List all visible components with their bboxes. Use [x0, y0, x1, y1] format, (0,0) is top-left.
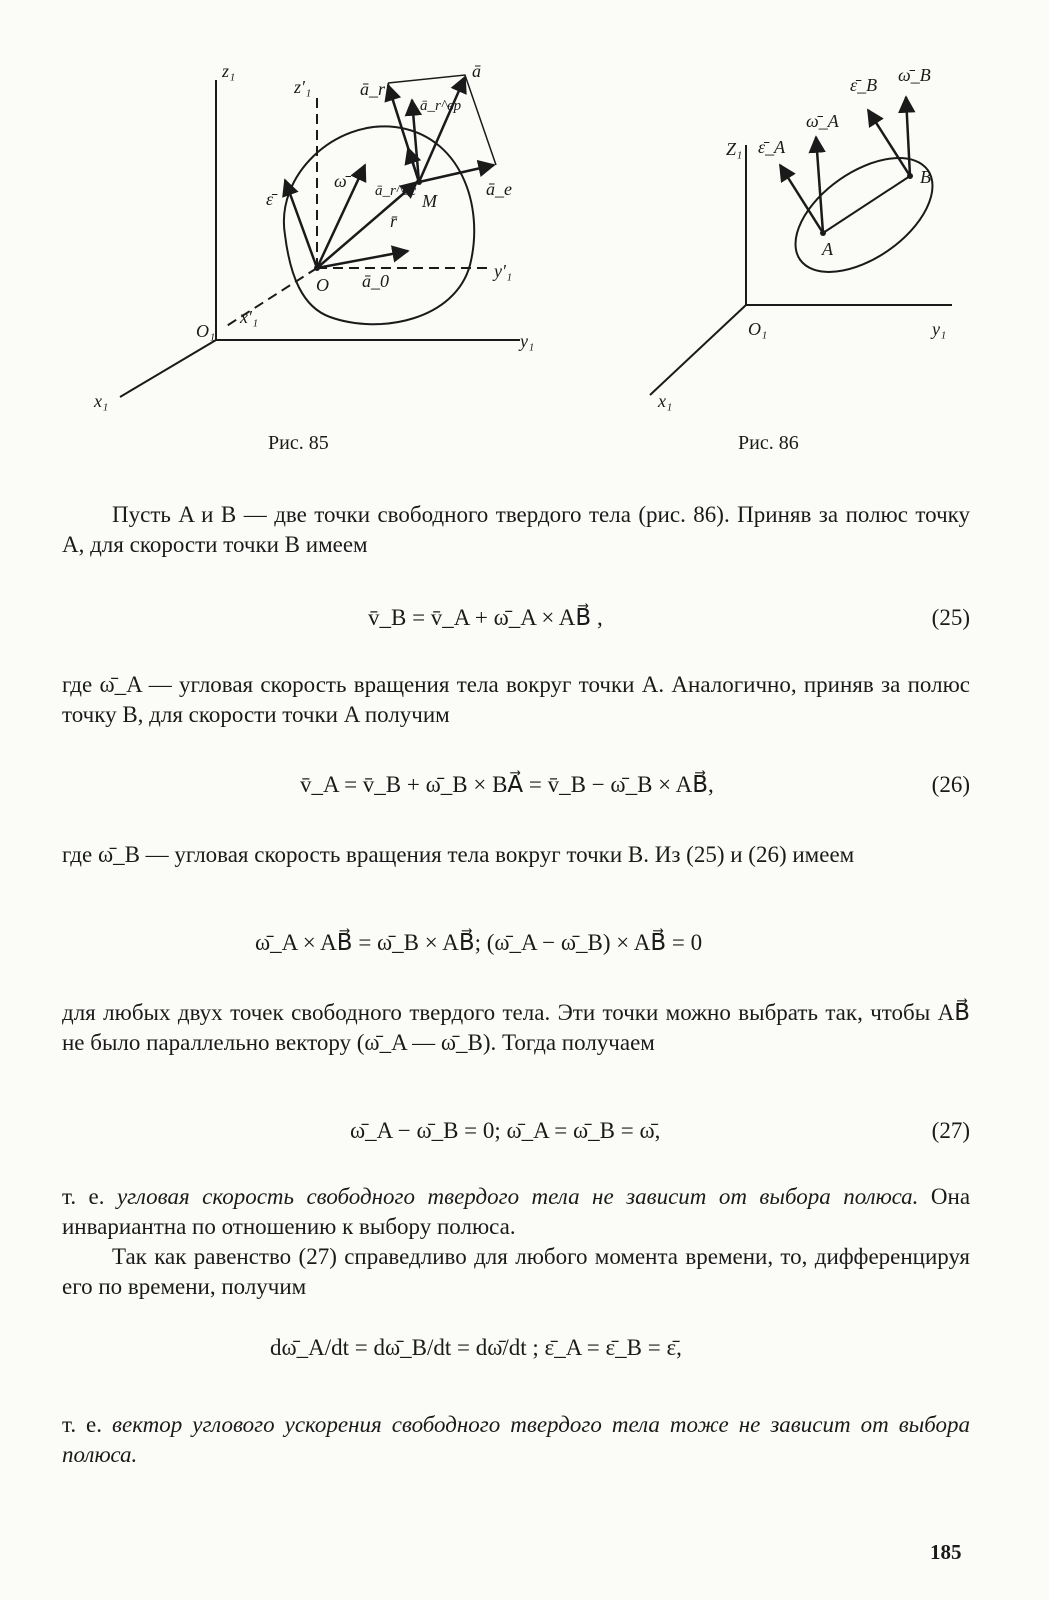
figure-85-caption: Рис. 85	[268, 432, 329, 454]
paragraph-2: где ω̄_A — угловая скорость вращения тела вокруг точки A. Аналогично, приняв за полюс точку B, для скорости точки A получим	[62, 672, 970, 727]
label-epsilon-A: ε̄_A	[758, 137, 786, 157]
label-z1-prime: z′₁	[294, 77, 312, 97]
acceleration-parallelogram	[388, 75, 496, 165]
equation-25: v̄_B = v̄_A + ω̄_A × AB⃗ ,	[368, 605, 603, 630]
paragraph-1: Пусть A и B — две точки свободного твердого тела (рис. 86). Приняв за полюс точку A, для скорости точки B имеем	[62, 502, 970, 557]
label-omega: ω̄	[334, 171, 347, 191]
label-y1: y₁	[520, 331, 535, 351]
point-M	[416, 179, 422, 185]
label-a-e: ā_e	[486, 179, 512, 199]
label-a-r-oc: ā_r^ос	[375, 183, 417, 199]
label-A: A	[822, 239, 833, 259]
paragraph-7-lead: т. е.	[62, 1412, 103, 1437]
label-a: ā	[472, 61, 481, 81]
label-epsilon-B: ε̄_B	[850, 75, 878, 95]
label-z1: z₁	[222, 61, 236, 81]
axis-x1	[120, 340, 216, 397]
label-B: B	[920, 167, 931, 187]
paragraph-7-italic: вектор углового ускорения свободного твердого тела тоже не зависит от выбора полюса.	[62, 1412, 971, 1467]
segment-AB	[823, 176, 910, 233]
body-outline	[775, 135, 952, 295]
vector-omega-B	[906, 97, 910, 176]
equation-27: ω̄_A − ω̄_B = 0; ω̄_A = ω̄_B = ω̄,	[350, 1118, 661, 1143]
label-a-r-vr: ā_r^вр	[420, 98, 462, 114]
paragraph-7	[62, 1410, 970, 1470]
label-y1-prime: y′₁	[494, 261, 513, 281]
body-outline	[284, 126, 474, 324]
page-number: 185	[930, 1540, 962, 1564]
vector-a0	[317, 251, 408, 268]
equation-middle: ω̄_A × AB⃗ = ω̄_B × AB⃗; (ω̄_A − ω̄_B) × AB⃗ = 0	[255, 930, 703, 955]
label-O1: O₁	[748, 319, 768, 339]
axis-x1	[650, 305, 746, 395]
vector-epsilon	[285, 180, 317, 268]
label-x1: x₁	[658, 391, 673, 411]
paragraph-3: где ω̄_B — угловая скорость вращения тела вокруг точки B. Из (25) и (26) имеем	[62, 842, 855, 867]
point-A	[820, 230, 826, 236]
label-omega-B: ω̄_B	[898, 65, 931, 85]
point-O	[314, 265, 320, 271]
vector-omega-A	[816, 137, 823, 233]
figure-86-caption: Рис. 86	[738, 432, 799, 454]
paragraph-5	[62, 1182, 970, 1242]
vector-a	[419, 77, 465, 182]
figure-86	[640, 55, 970, 425]
label-epsilon: ε̄	[266, 189, 274, 209]
label-a-r: ā_r	[360, 79, 386, 99]
equation-26: v̄_A = v̄_B + ω̄_B × BA⃗ = v̄_B − ω̄_B × AB⃗,	[300, 772, 714, 797]
equation-last: dω̄_A/dt = dω̄_B/dt = dω̄/dt ; ε̄_A = ε̄_B = ε̄,	[270, 1335, 682, 1360]
label-z1: Z₁	[726, 139, 743, 159]
equation-26-number: (26)	[931, 772, 970, 797]
label-O1: O₁	[196, 321, 216, 341]
paragraph-5-italic: угловая скорость свободного твердого тела не зависит от выбора полюса.	[116, 1184, 919, 1209]
label-x1: x₁	[94, 391, 109, 411]
label-r: r̄	[390, 211, 398, 231]
equation-25-number: (25)	[931, 605, 970, 630]
equation-27-number: (27)	[931, 1118, 970, 1143]
label-omega-A: ω̄_A	[806, 111, 839, 131]
axis-x1-prime	[225, 268, 317, 327]
paragraph-5-lead: т. е.	[62, 1184, 105, 1209]
label-M: M	[422, 191, 437, 211]
vector-epsilon-B	[868, 110, 910, 176]
paragraph-4: для любых двух точек свободного твердого тела. Эти точки можно выбрать так, чтобы AB⃗ не было параллельно вектору (ω̄_A — ω̄_B). Тогда получаем	[62, 1000, 970, 1055]
paragraph-5-rest: Она инвариантна по отношению к выбору полюса.	[62, 1184, 971, 1239]
paragraph-6: Так как равенство (27) справедливо для любого момента времени, то, дифференцируя его по времени, получим	[62, 1244, 970, 1299]
figure-85	[90, 55, 540, 425]
point-B	[907, 173, 913, 179]
label-O: O	[316, 275, 329, 295]
label-y1: y₁	[932, 319, 947, 339]
label-a0: ā_0	[362, 271, 389, 291]
label-x1-prime: x′₁	[240, 307, 259, 327]
